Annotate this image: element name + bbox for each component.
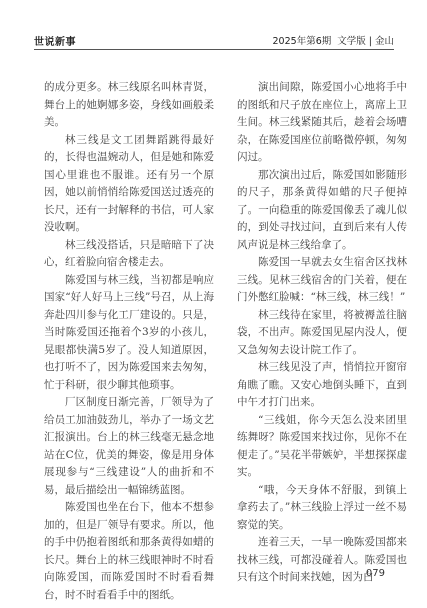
issue-info <box>267 33 394 47</box>
right-column <box>237 79 407 587</box>
paragraph: 林三线待在家里，将被褥盖往脑袋，不出声。陈爱国见屋内没人，便又急匆匆去设计院工作了。 <box>237 308 407 356</box>
paragraph: “哦，今天身体不舒服，到镇上拿药去了。”林三线脸上浮过一丝不易察觉的笑。 <box>237 483 407 531</box>
paragraph: 演出间隙，陈爱国小心地将手中的图纸和尺子放在座位上，离席上卫生间。林三线紧随其后，趁着会场嘈杂，在陈爱国座位前略微停顿，匆匆闪过。 <box>237 81 407 163</box>
paragraph: 的成分更多。林三线原名叫林青贤，舞台上的她婀娜多姿，身线如画般柔美。 <box>44 81 214 128</box>
paragraph: 那次演出过后，陈爱国如影随形的尺子，那条黄得如蜡的尺子便掉了。一向稳重的陈爱国像丢了魂儿似的，到处寻找过问，直到后来有人传风声说是林三线给拿了。 <box>237 168 407 251</box>
paragraph: 厂区制度日渐完善，厂领导为了给员工加油鼓劲儿，举办了一场文艺汇报演出。台上的林三线毫无悬念地站在C位，优美的舞姿，像是用身体展现参与“三线建设”人的曲折和不易，最后描绘出一幅锦绣蓝图。 <box>44 396 214 496</box>
paragraph: 林三线没搭话，只是暗暗下了决心，红着脸向宿舍楼走去。 <box>44 238 214 268</box>
paragraph: 陈爱国与林三线，当初都是响应国家“好人好马上三线”号召，从上海奔赴四川参与化工厂建设的。只是，当时陈爱国还拖着个3岁的小孩儿，晃眼都快满5岁了。没人知道原因，也打听不了，因为陈爱国来去匆匆，忙于科研，很少聊其他琐事。 <box>44 273 214 391</box>
issue-number: 2025年第6期 <box>272 36 332 47</box>
paragraph: 林三线见没了声，悄悄拉开窗帘角瞧了瞧。又安心地倒头睡下，直到中午才打门出来。 <box>237 361 407 408</box>
paragraph: 陈爱国一早就去女生宿舍区找林三线。见林三线宿舍的门关着，便在门外憋红脸喊：“林三线，林三线！” <box>237 256 407 303</box>
page-header <box>0 0 427 48</box>
paragraph: 连着三天，一早一晚陈爱国都来找林三线，可都没碰着人。陈爱国也只有这个时间来找她，因为白 <box>237 536 407 583</box>
edition-label: 文学版 | 金山 <box>337 36 394 47</box>
paragraph: “三线姐，你今天怎么没来团里练舞呀？陈爱国来找过你，见你不在便走了。”吴花半带嫉妒，半想探探虚实。 <box>237 413 407 478</box>
header-rule <box>34 49 394 50</box>
paragraph: 林三线是文工团舞蹈跳得最好的，长得也温婉动人，但是她和陈爱国心里谁也不服谁。还有另一个原因，她以前悄悄给陈爱国送过透亮的长尺，还有一封解释的书信，可人家没收啊。 <box>44 133 214 233</box>
column-name: 世说新事 <box>34 37 76 48</box>
page-number: 079 <box>365 568 385 579</box>
paragraph: 陈爱国也坐在台下，他本不想参加的，但是厂领导有要求。所以，他的手中仍抱着图纸和那条黄得如蜡的长尺。舞台上的林三线眼神时不时看向陈爱国，而陈爱国时不时看看舞台，时不时看看手中的图纸。 <box>44 501 214 601</box>
left-column <box>44 79 214 604</box>
